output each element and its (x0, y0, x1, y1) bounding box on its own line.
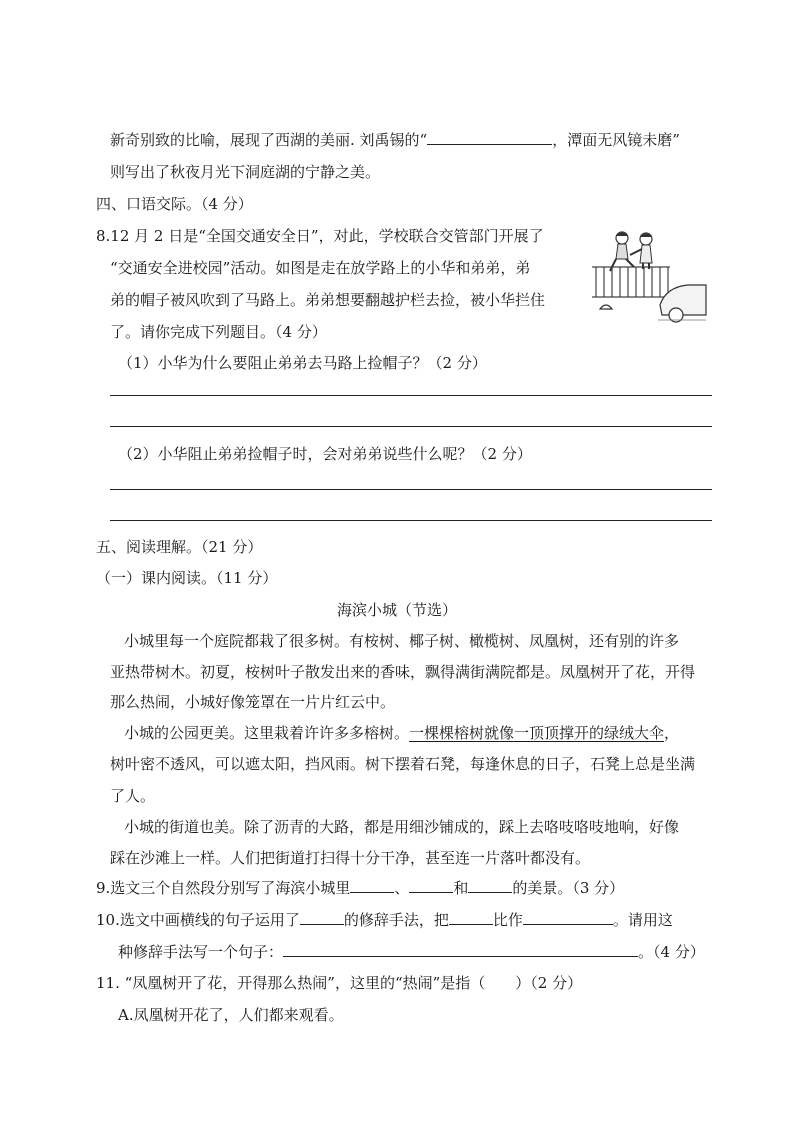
text-fragment: 。（4 分） (638, 943, 705, 961)
passage-title: 海滨小城（节选） (336, 601, 457, 619)
text-fragment: 。请用这 (612, 911, 673, 929)
question-8-line: 了。请你完成下列题目。（4 分） (110, 323, 327, 341)
text-fragment: 10.选文中画横线的句子运用了 (96, 911, 300, 929)
section-heading: 四、口语交际。（4 分） (96, 195, 253, 213)
passage-line (124, 723, 679, 743)
text-fragment: 种修辞手法写一个句子： (118, 943, 284, 961)
text-fragment: 的美景。（3 分） (512, 879, 625, 897)
text-line (110, 130, 680, 150)
kids-at-railing-illustration (588, 227, 708, 325)
text-fragment: 比作 (492, 911, 523, 929)
option-a[interactable]: A.凤凰树开花了，人们都来观看。 (118, 1006, 344, 1024)
answer-line[interactable] (110, 520, 712, 521)
answer-blank[interactable] (409, 878, 453, 893)
answer-line[interactable] (110, 395, 712, 396)
answer-blank[interactable] (283, 942, 638, 957)
underlined-sentence: 一棵棵榕树就像一顶顶撑开的绿绒大伞 (409, 724, 665, 742)
question-8-line: “交通安全进校园”活动。如图是走在放学路上的小华和弟弟，弟 (110, 259, 531, 277)
passage-line: 小城的街道也美。除了沥青的大路，都是用细沙铺成的，踩上去咯吱咯吱地响，好像 (124, 818, 680, 836)
passage-line: 踩在沙滩上一样。人们把街道打扫得十分干净，甚至连一片落叶都没有。 (110, 849, 591, 867)
answer-line[interactable] (110, 426, 712, 427)
passage-line: 亚热带树木。初夏，桉树叶子散发出来的香味，飘得满街满院都是。凤凰树开了花，开得 (110, 663, 696, 681)
answer-blank[interactable] (300, 910, 344, 925)
answer-blank[interactable] (427, 130, 552, 145)
passage-line: 树叶密不透风，可以遮太阳，挡风雨。树下摆着石凳，每逢休息的日子，石凳上总是坐满 (110, 755, 696, 773)
text-fragment: ，潭面无风镜未磨” (552, 131, 680, 149)
text-fragment: 小城的公园更美。这里栽着许许多多榕树。 (124, 724, 410, 742)
passage-line: 了人。 (110, 787, 156, 805)
text-fragment: 9.选文三个自然段分别写了海滨小城里 (96, 879, 351, 897)
passage-line: 小城里每一个庭院都栽了很多树。有桉树、椰子树、橄榄树、凤凰树，还有别的许多 (124, 632, 680, 650)
passage-line: 那么热闹，小城好像笼罩在一片片红云中。 (110, 693, 396, 711)
text-line: 则写出了秋夜月光下洞庭湖的宁静之美。 (110, 163, 381, 181)
answer-blank[interactable] (468, 878, 512, 893)
answer-blank[interactable] (523, 910, 613, 925)
question-8-line: 弟的帽子被风吹到了马路上。弟弟想要翻越护栏去捡，被小华拦住 (110, 291, 546, 309)
question-10 (96, 910, 673, 930)
text-fragment: 的修辞手法，把 (343, 911, 449, 929)
sub-question-2: （2）小华阻止弟弟捡帽子时，会对弟弟说些什么呢？（2 分） (118, 445, 532, 463)
answer-blank[interactable] (350, 878, 394, 893)
question-11: 11. “凤凰树开了花，开得那么热闹”，这里的“热闹”是指（ ）（2 分） (96, 974, 583, 992)
text-fragment: 新奇别致的比喻，展现了西湖的美丽. 刘禹锡的“ (110, 131, 428, 149)
question-9 (96, 878, 624, 898)
question-10-line2 (118, 942, 705, 962)
section-heading: 五、阅读理解。（21 分） (96, 538, 263, 556)
text-fragment: ， (664, 724, 680, 742)
sub-question-1: （1）小华为什么要阻止弟弟去马路上捡帽子？（2 分） (118, 354, 487, 372)
text-fragment: 、 (394, 879, 410, 897)
answer-blank[interactable] (449, 910, 493, 925)
question-8-line: 8.12 月 2 日是“全国交通安全日”，对此，学校联合交管部门开展了 (96, 227, 544, 245)
answer-line[interactable] (110, 489, 712, 490)
text-fragment: 和 (453, 879, 469, 897)
sub-section-heading: （一）课内阅读。（11 分） (96, 569, 278, 587)
